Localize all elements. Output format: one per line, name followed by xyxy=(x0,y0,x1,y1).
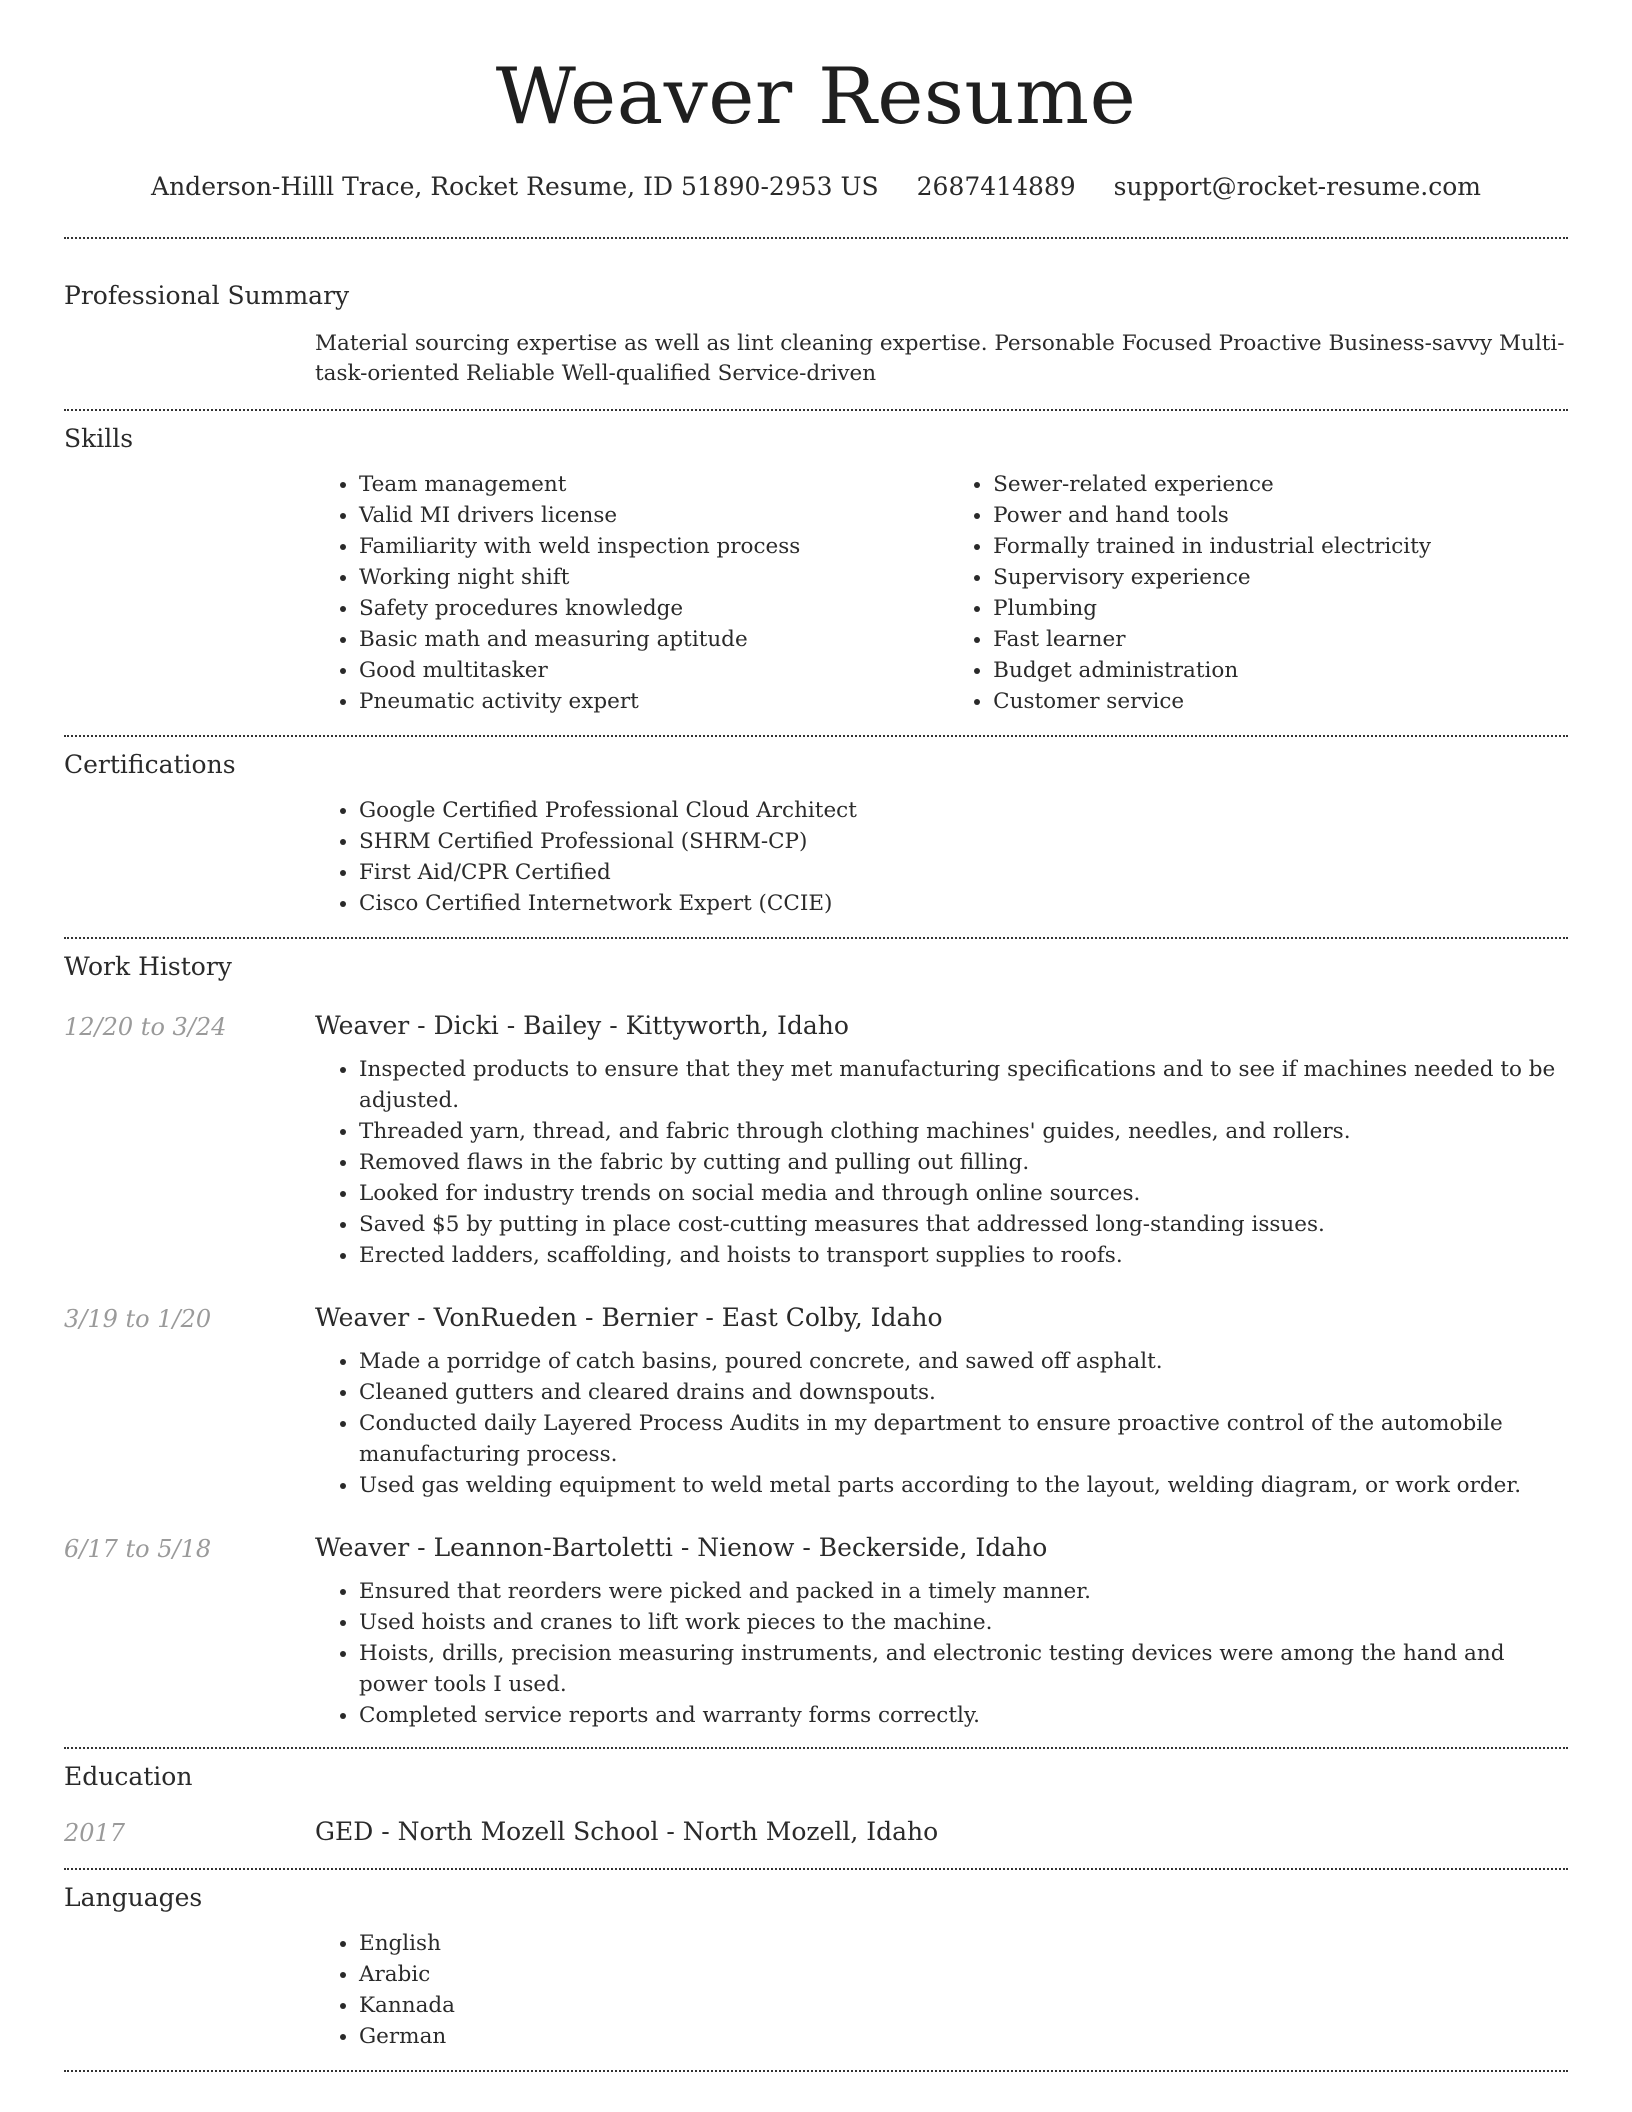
list-item: • Ensured that reorders were picked and packed in a timely manner. xyxy=(359,1576,1568,1607)
list-item: • Power and hand tools xyxy=(993,500,1568,531)
list-item: • Completed service reports and warranty forms correctly. xyxy=(359,1700,1568,1731)
list-item: • Customer service xyxy=(993,686,1568,717)
skills-list-right xyxy=(949,469,1568,717)
section-title-languages: Languages xyxy=(64,1883,203,1912)
skills-list-left xyxy=(315,469,949,717)
education-title: GED - North Mozell School - North Mozell, Idaho xyxy=(315,1817,939,1846)
list-item: • Team management xyxy=(359,469,949,500)
section-title-work: Work History xyxy=(64,952,232,981)
list-item: • Looked for industry trends on social media and through online sources. xyxy=(359,1178,1568,1209)
section-title-skills: Skills xyxy=(64,424,134,453)
section-title-summary: Professional Summary xyxy=(64,281,350,310)
contact-line xyxy=(64,172,1568,201)
resume-page xyxy=(64,0,1568,2072)
list-item: • Cisco Certified Internetwork Expert (CCIE) xyxy=(359,888,1568,919)
contact-email: support@rocket-resume.com xyxy=(1113,172,1481,201)
contact-address: Anderson-Hilll Trace, Rocket Resume, ID 51890-2953 US xyxy=(151,172,879,201)
list-item: • Working night shift xyxy=(359,562,949,593)
job-title: Weaver - Dicki - Bailey - Kittyworth, Idaho xyxy=(315,1011,849,1040)
list-item: • Valid MI drivers license xyxy=(359,500,949,531)
languages-content xyxy=(315,1928,1568,2052)
list-item: • Threaded yarn, thread, and fabric through clothing machines' guides, needles, and rollers. xyxy=(359,1116,1568,1147)
job-bullets xyxy=(315,1576,1568,1731)
list-item: • English xyxy=(359,1928,1568,1959)
section-title-certifications: Certifications xyxy=(64,750,236,779)
work-history-section xyxy=(64,939,1568,1731)
list-item: • Formally trained in industrial electricity xyxy=(993,531,1568,562)
list-item: • Conducted daily Layered Process Audits in my department to ensure proactive control of the automobile manufacturing process. xyxy=(359,1408,1568,1470)
certifications-list xyxy=(315,795,1568,919)
list-item: • Inspected products to ensure that they met manufacturing specifications and to see if machines needed to be adjusted. xyxy=(359,1054,1568,1116)
job-entry xyxy=(64,1535,1568,1731)
list-item: • SHRM Certified Professional (SHRM-CP) xyxy=(359,826,1568,857)
list-item: • Saved $5 by putting in place cost-cutting measures that addressed long-standing issues. xyxy=(359,1209,1568,1240)
skills-columns xyxy=(315,469,1568,717)
list-item: • Plumbing xyxy=(993,593,1568,624)
list-item: • Pneumatic activity expert xyxy=(359,686,949,717)
job-dates: 3/19 to 1/20 xyxy=(64,1305,212,1333)
job-title: Weaver - Leannon-Bartoletti - Nienow - Beckerside, Idaho xyxy=(315,1533,1048,1562)
list-item: • Kannada xyxy=(359,1990,1568,2021)
list-item: • First Aid/CPR Certified xyxy=(359,857,1568,888)
list-item: • Basic math and measuring aptitude xyxy=(359,624,949,655)
list-item: • German xyxy=(359,2021,1568,2052)
list-item: • Hoists, drills, precision measuring instruments, and electronic testing devices were among the hand and power tools I used. xyxy=(359,1638,1568,1700)
list-item: • Sewer-related experience xyxy=(993,469,1568,500)
certifications-section xyxy=(64,737,1568,919)
list-item: • Familiarity with weld inspection process xyxy=(359,531,949,562)
job-title: Weaver - VonRueden - Bernier - East Colby, Idaho xyxy=(315,1303,943,1332)
summary-text: Material sourcing expertise as well as lint cleaning expertise. Personable Focused Proactive Business-savvy Multi-task-oriented Reliable Well-qualified Service-driven xyxy=(315,331,1565,386)
list-item: • Budget administration xyxy=(993,655,1568,686)
section-title-education: Education xyxy=(64,1762,193,1791)
divider xyxy=(64,2070,1568,2072)
summary-section xyxy=(64,239,1568,389)
list-item: • Cleaned gutters and cleared drains and downspouts. xyxy=(359,1377,1568,1408)
job-dates: 12/20 to 3/24 xyxy=(64,1013,227,1041)
job-dates: 6/17 to 5/18 xyxy=(64,1535,212,1563)
list-item: • Erected ladders, scaffolding, and hoists to transport supplies to roofs. xyxy=(359,1240,1568,1271)
list-item: • Used gas welding equipment to weld metal parts according to the layout, welding diagram, or work order. xyxy=(359,1470,1568,1501)
job-bullets xyxy=(315,1054,1568,1271)
education-section xyxy=(64,1749,1568,1847)
job-bullets xyxy=(315,1346,1568,1501)
list-item: • Google Certified Professional Cloud Architect xyxy=(359,795,1568,826)
list-item: • Fast learner xyxy=(993,624,1568,655)
education-year: 2017 xyxy=(64,1819,126,1847)
contact-phone: 2687414889 xyxy=(916,172,1076,201)
job-entry xyxy=(64,1013,1568,1271)
list-item: • Made a porridge of catch basins, poured concrete, and sawed off asphalt. xyxy=(359,1346,1568,1377)
list-item: • Used hoists and cranes to lift work pieces to the machine. xyxy=(359,1607,1568,1638)
languages-section xyxy=(64,1870,1568,2052)
list-item: • Supervisory experience xyxy=(993,562,1568,593)
list-item: • Removed flaws in the fabric by cutting and pulling out filling. xyxy=(359,1147,1568,1178)
resume-name: Weaver Resume xyxy=(495,52,1137,142)
skills-section xyxy=(64,411,1568,717)
languages-list xyxy=(315,1928,1568,2052)
job-entry xyxy=(64,1305,1568,1501)
certifications-content xyxy=(315,795,1568,919)
list-item: • Safety procedures knowledge xyxy=(359,593,949,624)
list-item: • Good multitasker xyxy=(359,655,949,686)
list-item: • Arabic xyxy=(359,1959,1568,1990)
education-entry xyxy=(64,1817,1568,1847)
